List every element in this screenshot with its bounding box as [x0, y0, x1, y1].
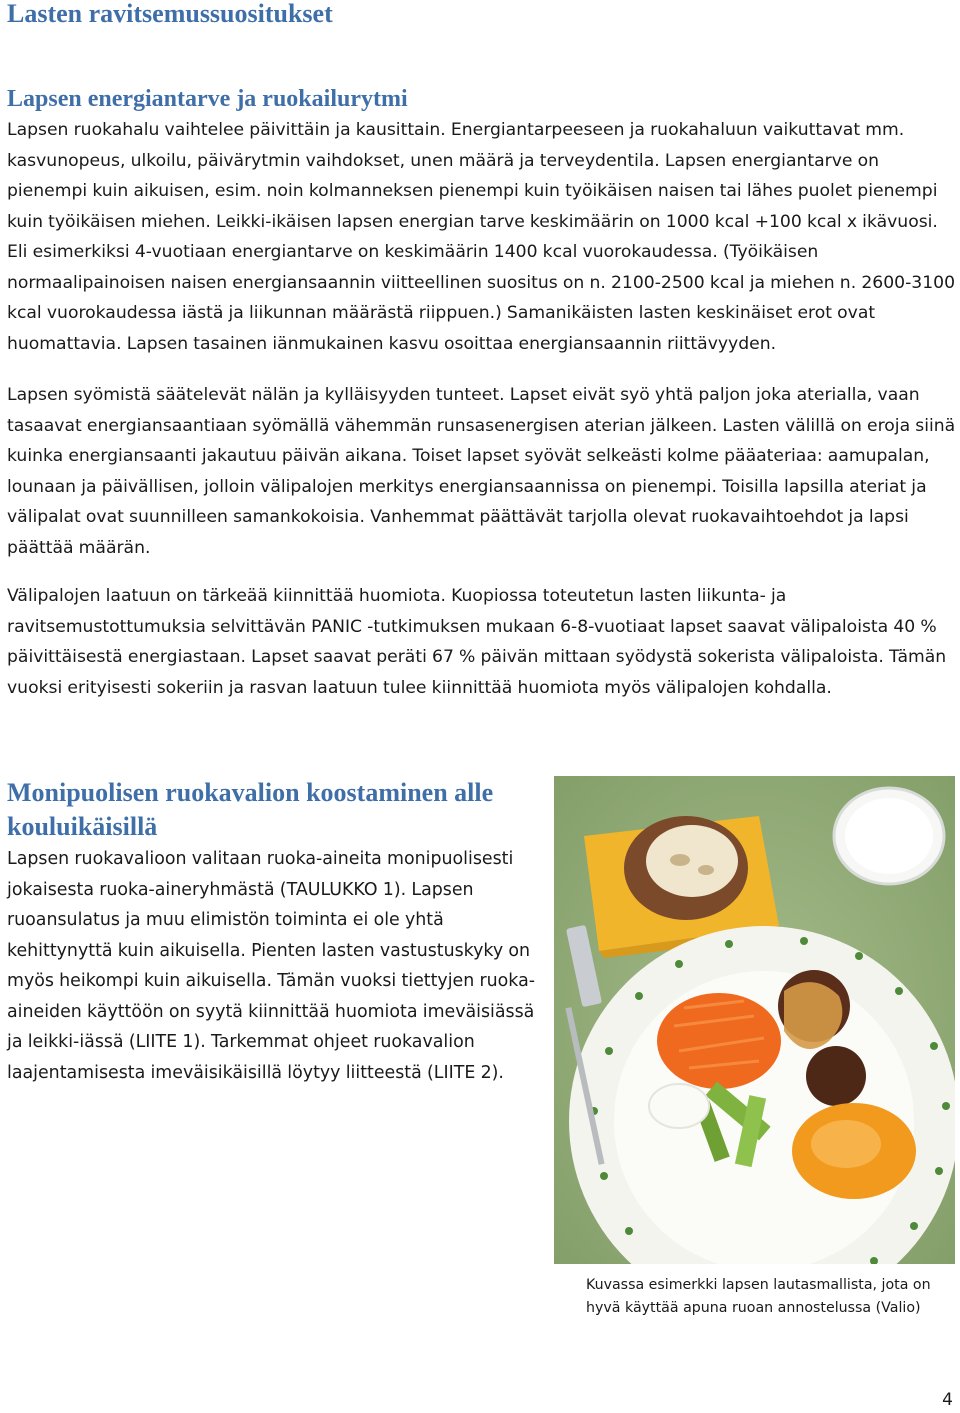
paragraph-appetite-regulation: Lapsen syömistä säätelevät nälän ja kylläisyyden tunteet. Lapset eivät syö yhtä paljon joka aterialla, vaan tasaavat energiansaantiaan syömällä vähemmän runsasenergisen aterian jälkeen. Lasten välillä on eroja siinä kuinka energiansaanti jakautuu päivän aikana. Toiset lapset syövät selkeästi kolme pääateriaa: aamupalan, lounaan ja päivällisen, jolloin välipalojen merkitys energiansaannissa on pienempi. Toisilla lapsilla ateriat ja välipalat ovat suunnilleen samankokoisia. Vanhemmat päättävät tarjolla olevat ruokavaihtoehdot ja lapsi päättää määrän. [7, 385, 956, 558]
plate-model-photo [554, 776, 955, 1264]
paragraph-diverse-diet: Lapsen ruokavalioon valitaan ruoka-aineita monipuolisesti jokaisesta ruoka-aineryhmästä (TAULUKKO 1). Lapsen ruoansulatus ja muu elimistön toiminta ei ole yhtä kehittynyttä kuin aikuisella. Pienten lasten vastustuskyky on myös heikompi kuin aikuisella. Tämän vuoksi tiettyjen ruoka-aineiden käyttöön on syytä kiinnittää huomiota imeväisiässä ja leikki-iässä (LIITE 1). Tarkemmat ohjeet ruokavalion laajentamisesta imeväisikäisillä löytyy liitteestä (LIITE 2). [7, 849, 536, 1083]
paragraph-snack-quality: Välipalojen laatuun on tärkeää kiinnittää huomiota. Kuopiossa toteutetun lasten liikunta- ja ravitsemustottumuksia selvittävän PANIC -tutkimuksen mukaan 6-8-vuotiaat lapset saavat välipaloista 40 % päivittäisestä energiastaan. Lapset saavat peräti 67 % päivän mittaan syödystä sokerista välipaloista. Tämän vuoksi erityisesti sokeriin ja rasvan laatuun tulee kiinnittää huomiota myös välipalojen kohdalla. [7, 586, 947, 698]
meatball [806, 1046, 866, 1106]
butter-spread [646, 825, 738, 897]
paragraph-energy-needs: Lapsen ruokahalu vaihtelee päivittäin ja kausittain. Energiantarpeeseen ja ruokahaluun vaikuttavat mm. kasvunopeus, ulkoilu, päivärytmin vaihdokset, unen määrä ja terveydentila. Lapsen energiantarve on pienempi kuin aikuisen, esim. noin kolmanneksen pienempi kuin työikäisen naisen tai lähes puolet pienempi kuin työikäisen miehen. Leikki-ikäisen lapsen energian tarve keskimäärin on 1000 kcal +100 kcal x ikävuosi. Eli esimerkiksi 4-vuotiaan energiantarve on keskimäärin 1400 kcal vuorokaudessa. (Työikäisen normaalipainoisen naisen energiansaannin viitteellinen suositus on n. 2100-2500 kcal ja miehen n. 2600-3100 kcal vuorokaudessa iästä ja liikunnan määrästä riippuen.) Samanikäisten lasten keskinäiset erot ovat huomattavia. Lapsen tasainen iänmukainen kasvu osoittaa energiansaannin riittävyyden. [7, 120, 956, 354]
grated-carrot [657, 993, 781, 1089]
section-heading-diverse-diet: Monipuolisen ruokavalion koostaminen alle kouluikäisillä [7, 778, 494, 841]
document-title: Lasten ravitsemussuositukset [7, 0, 333, 28]
page-number: 4 [942, 1390, 953, 1410]
cottage-cheese [649, 1084, 709, 1128]
figure-caption: Kuvassa esimerkki lapsen lautasmallista, jota on hyvä käyttää apuna ruoan annostelussa (Valio) [586, 1277, 931, 1316]
section-heading-energy-needs: Lapsen energiantarve ja ruokailurytmi [7, 86, 408, 112]
plate-illustration [554, 776, 955, 1264]
